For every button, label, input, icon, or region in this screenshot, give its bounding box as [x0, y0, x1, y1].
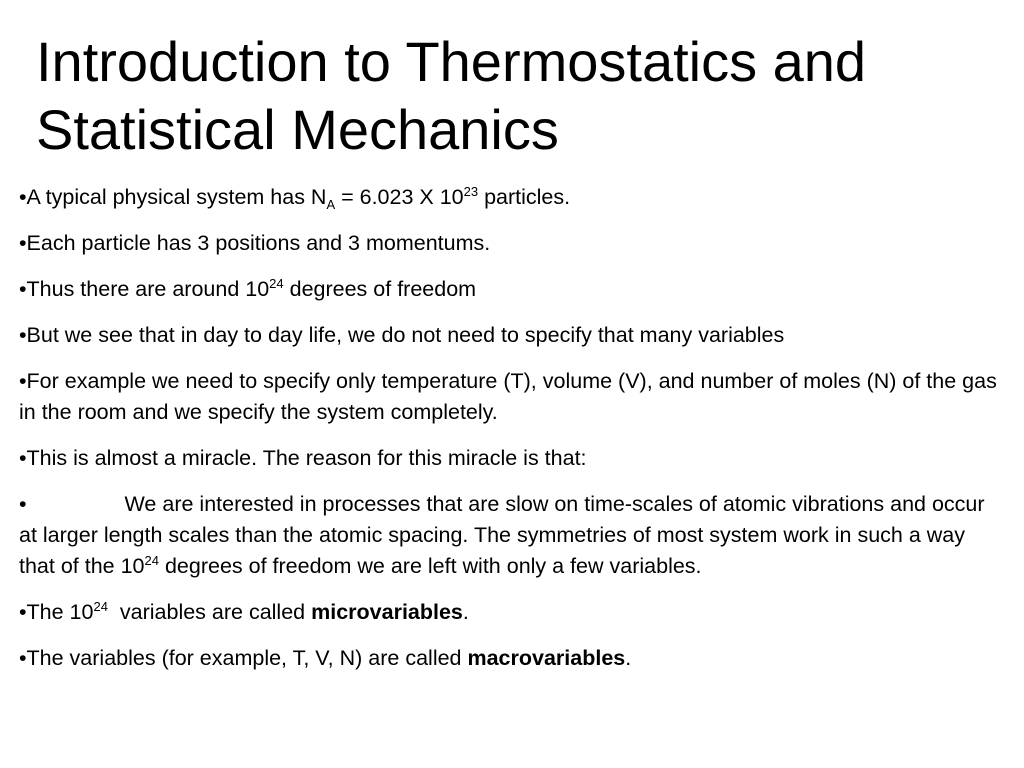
bullet-text: A typical physical system has N: [26, 185, 327, 209]
bullet-macrovariables: [19, 643, 1004, 674]
bullet-marker: •: [19, 185, 27, 209]
bullet-marker: •: [19, 646, 27, 670]
bullet-text: .: [625, 646, 632, 670]
bullet-text: .: [462, 600, 469, 624]
bullet-marker: •: [19, 446, 27, 470]
bullet-degrees-of-freedom: [19, 274, 1004, 305]
bullet-text: degrees of freedom we are left with only a few variables.: [158, 554, 702, 578]
bullet-marker: •: [19, 277, 27, 301]
bullet-text: degrees of freedom: [283, 277, 477, 301]
slide-title: Introduction to Thermostatics and Statistical Mechanics: [36, 30, 867, 161]
slide-body: [19, 182, 1004, 689]
bullet-day-to-day: [19, 320, 1004, 351]
superscript: 24: [144, 553, 159, 568]
bullet-avogadro: [19, 182, 1004, 213]
superscript: 24: [93, 599, 108, 614]
bullet-example-tvn: [19, 366, 1004, 428]
bullet-positions-momentums: [19, 228, 1004, 259]
bullet-marker: •: [19, 492, 27, 516]
bullet-marker: •: [19, 231, 27, 255]
superscript: 23: [463, 184, 479, 199]
bullet-text: variables are called: [107, 600, 312, 624]
superscript: 24: [269, 276, 284, 291]
bullet-marker: •: [19, 600, 27, 624]
bullet-text: Thus there are around 10: [26, 277, 270, 301]
bullet-text: But we see that in day to day life, we do not need to specify that many variables: [26, 323, 785, 347]
bullet-text: This is almost a miracle. The reason for this miracle is that:: [26, 446, 587, 470]
bullet-marker: •: [19, 369, 27, 393]
term-microvariables: microvariables: [311, 600, 463, 624]
bullet-text: The variables (for example, T, V, N) are called: [26, 646, 468, 670]
bullet-marker: •: [19, 323, 27, 347]
bullet-miracle: [19, 443, 1004, 474]
bullet-microvariables: [19, 597, 1004, 628]
bullet-slow-processes: [19, 489, 1004, 582]
bullet-text: The 10: [26, 600, 94, 624]
subscript: A: [326, 197, 336, 212]
bullet-text: Each particle has 3 positions and 3 momentums.: [26, 231, 491, 255]
bullet-text: We are interested in processes that are slow on time-scales of atomic vibrations and occur at larger length scales than the atomic spacing. The symmetries of most system work in such a way that of the 10: [19, 492, 985, 578]
bullet-text: particles.: [478, 185, 571, 209]
bullet-text: For example we need to specify only temperature (T), volume (V), and number of moles (N) of the gas in the room and we specify the system completely.: [19, 369, 997, 424]
bullet-text: = 6.023 X 10: [335, 185, 464, 209]
term-macrovariables: macrovariables: [467, 646, 626, 670]
